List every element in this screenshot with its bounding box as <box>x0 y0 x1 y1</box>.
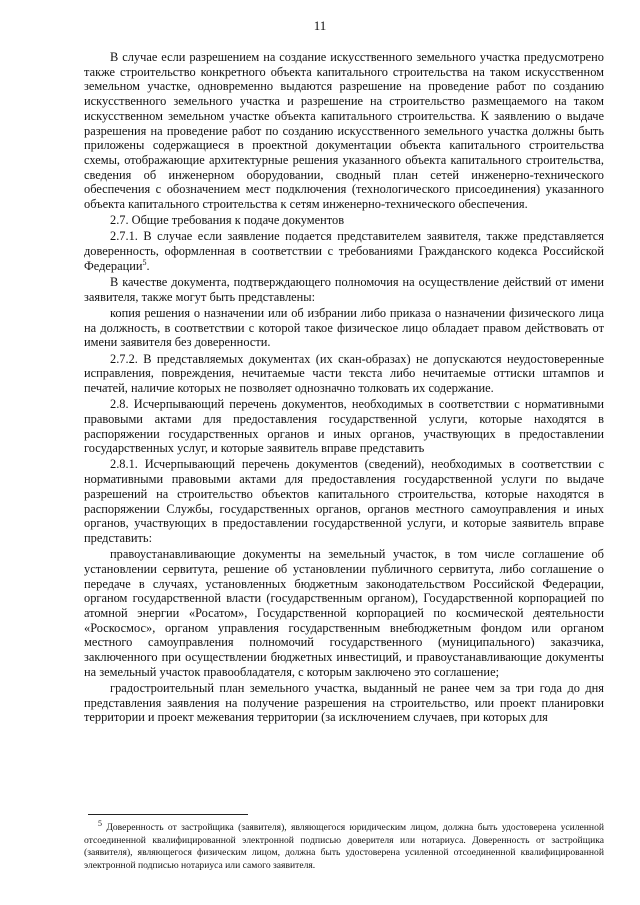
paragraph-text: копия решения о назначении или об избрании либо приказа о назначении физического лица на должность, в соответствии с которой такое физическое лицо обладает правом действовать от имени заявителя без доверенности. <box>84 305 604 350</box>
paragraph-text: 2.8. Исчерпывающий перечень документов, необходимых в соответствии с нормативными правовыми актами для предоставления государственной услуги, которые находятся в распоряжении государственных органов и иных органов, участвующих в предоставлении государственных услуг, и которые заявитель вправе представить <box>84 397 604 456</box>
body-paragraph <box>84 229 604 273</box>
paragraph-text: В случае если разрешением на создание искусственного земельного участка предусмотрено также строительство конкретного объекта капитального строительства на таком искусственном земельном участке, одновременно выдаются разрешение на проведение работ по созданию искусственного земельного участка и разрешение на строительство размещаемого на таком искусственном земельном участке объекта капитального строительства. К заявлению о выдаче разрешения на проведение работ по созданию искусственного земельного участка должны быть приложены содержащиеся в проектной документации объекта капитального строительства схемы, отображающие архитектурные решения указанного объекта капитального строительства, сведения об инженерном оборудовании, сводный план сетей инженерно-технического обеспечения с обозначением мест подключения (технологического присоединения) указанного объекта капитального строительства к сетям инженерно-технического обеспечения. <box>84 50 604 212</box>
body-paragraph <box>84 50 604 212</box>
body-paragraph <box>84 275 604 304</box>
footnote-marker: 5 <box>98 818 102 828</box>
paragraph-text: градостроительный план земельного участка, выданный не ранее чем за три года до дня представления заявления на получение разрешения на строительство, или проект планировки территории и проект межевания территории (за исключением случаев, при которых для <box>84 681 604 725</box>
body-paragraph <box>84 457 604 545</box>
body-paragraph <box>84 306 604 350</box>
paragraph-text: 2.7. Общие требования к подаче документов <box>110 213 345 228</box>
body-paragraph <box>84 352 604 396</box>
body-paragraph <box>84 397 604 456</box>
footnote <box>84 818 604 872</box>
footnote-divider <box>88 814 248 815</box>
body-paragraph <box>84 547 604 679</box>
page-number: 11 <box>313 18 327 33</box>
paragraph-text: 2.7.1. В случае если заявление подается представителем заявителя, также представляется доверенность, оформленная в соответствии с требованиями Гражданского кодекса Российской Федерации <box>84 229 604 273</box>
paragraph-text: 2.8.1. Исчерпывающий перечень документов (сведений), необходимых в соответствии с нормативными правовыми актами для предоставления государственной услуги по выдаче разрешений на строительство объектов капитального строительства, которые находятся в распоряжении Службы, государственных органов, органов местного самоуправления и иных органов, участвующих в предоставлении государственной услуги, и которые заявитель вправе представить: <box>84 457 604 545</box>
body-paragraph <box>84 681 604 725</box>
paragraph-text: В качестве документа, подтверждающего полномочия на осуществление действий от имени заявителя, также могут быть представлены: <box>84 275 604 304</box>
body-text <box>84 50 604 727</box>
paragraph-text: 2.7.2. В представляемых документах (их скан-образах) не допускаются неудостоверенные исправления, повреждения, нечитаемые части текста либо нечитаемые оттиски штампов и печатей, наличие которых не позволяет однозначно толковать их содержание. <box>84 351 604 395</box>
footnote-paragraph <box>84 818 604 872</box>
paragraph-text: правоустанавливающие документы на земельный участок, в том числе соглашение об установлении сервитута, решение об установлении публичного сервитута, либо соглашение о передаче в случаях, установленных бюджетным законодательством Российской Федерации, органом государственной власти (государственным органом), Государственной корпорацией по атомной энергии «Росатом», Государственной корпорацией по космической деятельности «Роскосмос», органом управления государственным внебюджетным фондом или органом местного самоуправления полномочий государственного (муниципального) заказчика, заключенного при осуществлении бюджетных инвестиций, и правоустанавливающие документы на земельный участок правообладателя, с которым заключено это соглашение; <box>84 547 604 679</box>
paragraph-text-end: . <box>146 258 150 273</box>
body-paragraph <box>84 213 604 228</box>
footnote-text: Доверенность от застройщика (заявителя), являющегося юридическим лицом, должна быть удостоверена усиленной отсоединенной квалифицированной электронной подписью доверителя или нотариуса. Доверенность от застройщика (заявителя), являющегося физическим лицом, должна быть удостоверена усиленной отсоединенной квалифицированной электронной подписью нотариуса или самого заявителя. <box>84 822 604 871</box>
footnote-reference: 5 <box>142 257 147 267</box>
